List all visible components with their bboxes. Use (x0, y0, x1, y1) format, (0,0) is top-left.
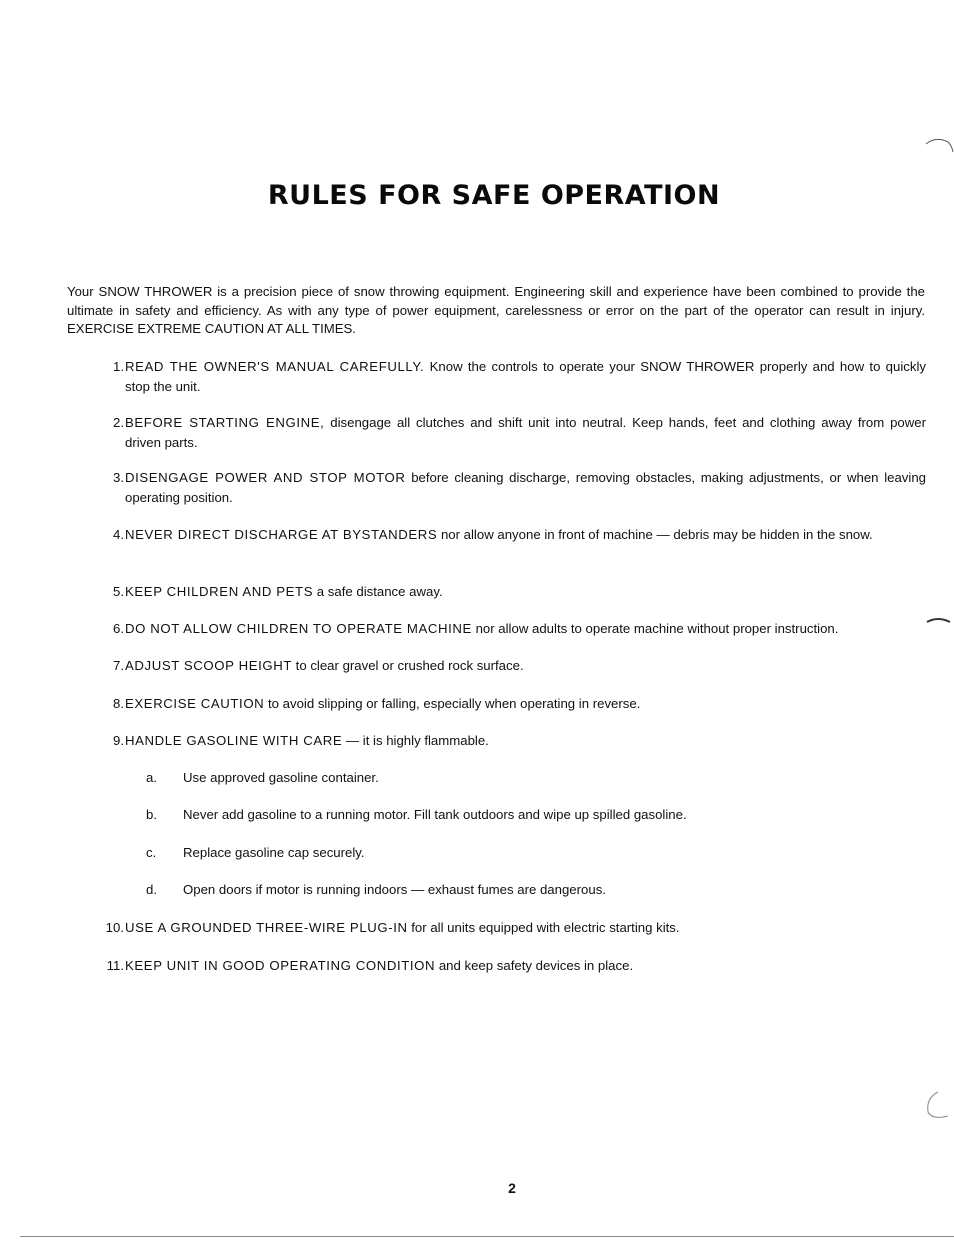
rule-number: 10. (105, 920, 124, 935)
rule-lead: EXERCISE CAUTION (125, 696, 265, 711)
rule-item-6 (96, 619, 926, 639)
rule-item-1 (96, 357, 926, 397)
subitem-c (146, 843, 906, 863)
scan-artifact-mark (922, 1088, 954, 1128)
rule-text: Know the controls to operate your SNOW THROWER properly and how to quickly stop the unit. (125, 359, 926, 394)
subitem-a (146, 768, 906, 788)
subitem-text: Replace gasoline cap securely. (183, 845, 365, 860)
rule-item-7 (96, 656, 926, 676)
rule-text: and keep safety devices in place. (435, 958, 634, 973)
rule-number: 1. (113, 359, 124, 374)
rule-text: to clear gravel or crushed rock surface. (292, 658, 524, 673)
subitem-letter: a. (146, 770, 157, 785)
rule-text: a safe distance away. (313, 584, 443, 599)
subitem-text: Open doors if motor is running indoors — exhaust fumes are dangerous. (183, 882, 606, 897)
rule-text: nor allow adults to operate machine without proper instruction. (471, 621, 839, 636)
rule-lead: READ THE OWNER'S MANUAL CAREFULLY. (125, 359, 425, 374)
rule-lead: BEFORE STARTING ENGINE, (125, 415, 325, 430)
scan-artifact-mark (924, 130, 954, 180)
rule-lead: KEEP CHILDREN AND PETS (125, 584, 314, 599)
rule-text: for all units equipped with electric starting kits. (407, 920, 680, 935)
rule-item-3 (96, 468, 926, 508)
rule-item-4 (96, 525, 926, 545)
rule-item-5 (96, 582, 926, 602)
rule-text: — it is highly flammable. (342, 733, 489, 748)
rule-item-2 (96, 413, 926, 453)
scan-edge-line (20, 1236, 954, 1237)
rule-item-9 (96, 731, 926, 751)
rule-number: 11. (106, 958, 124, 973)
subitem-d (146, 880, 906, 900)
rule-lead: ADJUST SCOOP HEIGHT (125, 658, 292, 673)
rule-number: 6. (113, 621, 124, 636)
rule-lead: USE A GROUNDED THREE-WIRE PLUG-IN (125, 920, 408, 935)
rule-number: 9. (113, 733, 124, 748)
rule-item-10 (96, 918, 926, 938)
subitem-letter: b. (146, 807, 157, 822)
intro-paragraph: Your SNOW THROWER is a precision piece of snow throwing equipment. Engineering skill and experience have been combined to provide the ultimate in safety and efficiency. As with any type of power equipment, carelessness or error on the part of the operator can result in injury. EXERCISE EXTREME CAUTION AT ALL TIMES. (67, 284, 925, 336)
rule-text: nor allow anyone in front of machine — debris may be hidden in the snow. (437, 527, 873, 542)
rule-lead: DO NOT ALLOW CHILDREN TO OPERATE MACHINE (125, 621, 472, 636)
rule-text: disengage all clutches and shift unit into neutral. Keep hands, feet and clothing away from power driven parts. (125, 415, 927, 450)
subitem-text: Use approved gasoline container. (183, 770, 379, 785)
rule-number: 5. (113, 584, 124, 599)
rule-number: 7. (113, 658, 124, 673)
page-number: 2 (508, 1180, 516, 1196)
rule-number: 8. (113, 696, 124, 711)
rule-lead: DISENGAGE POWER AND STOP MOTOR (125, 470, 406, 485)
rule-item-11 (96, 956, 926, 976)
rule-lead: NEVER DIRECT DISCHARGE AT BYSTANDERS (125, 527, 438, 542)
rule-text: to avoid slipping or falling, especially when operating in reverse. (264, 696, 641, 711)
rule-item-8 (96, 694, 926, 714)
subitem-letter: d. (146, 882, 157, 897)
page-title: RULES FOR SAFE OPERATION (267, 180, 721, 211)
rule-number: 4. (113, 527, 124, 542)
rule-lead: HANDLE GASOLINE WITH CARE (125, 733, 343, 748)
subitem-b (146, 805, 906, 825)
rule-lead: KEEP UNIT IN GOOD OPERATING CONDITION (125, 958, 436, 973)
subitem-letter: c. (146, 845, 157, 860)
rule-number: 2. (113, 415, 124, 430)
scan-artifact-mark (924, 612, 954, 652)
rule-text: before cleaning discharge, removing obstacles, making adjustments, or when leaving operating position. (125, 470, 926, 505)
subitem-text: Never add gasoline to a running motor. Fill tank outdoors and wipe up spilled gasoline. (183, 807, 687, 822)
rule-number: 3. (113, 470, 124, 485)
